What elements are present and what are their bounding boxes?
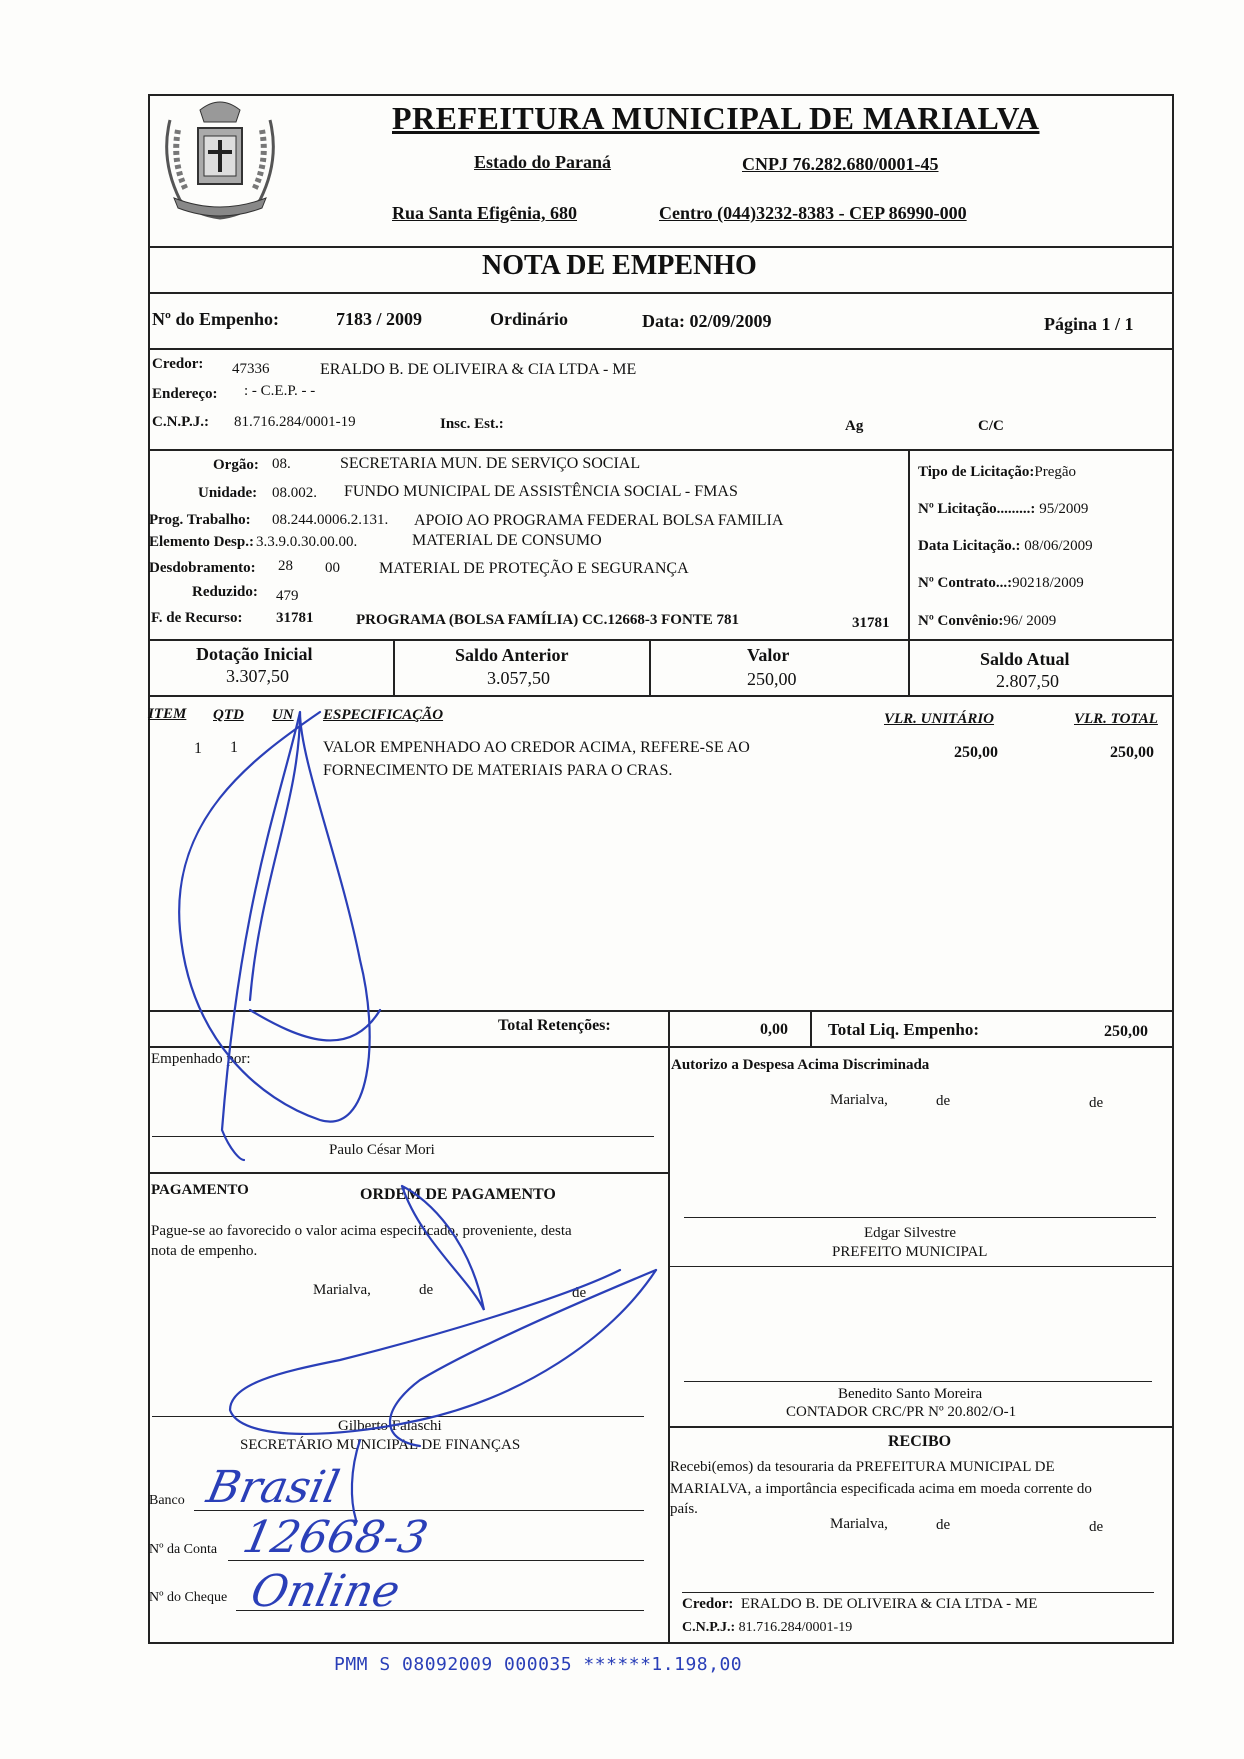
saldo-atual-value: 2.807,50 <box>996 671 1059 691</box>
recibo-text-3: país. <box>670 1501 698 1517</box>
autorizo-marialva: Marialva, <box>830 1092 888 1108</box>
contador-title: CONTADOR CRC/PR Nº 20.802/O-1 <box>786 1404 1017 1420</box>
fonte-recurso-name: PROGRAMA (BOLSA FAMÍLIA) CC.12668-3 FONTE 781 <box>356 612 740 628</box>
prog-trabalho-code: 08.244.0006.2.131. <box>272 512 389 528</box>
fonte-recurso-code2: 31781 <box>852 615 890 631</box>
recibo-title: RECIBO <box>888 1433 952 1450</box>
address-label: Endereço: <box>152 386 218 402</box>
tipo-licitacao: Tipo de Licitação:Pregão <box>918 464 1077 480</box>
col-item: ITEM <box>148 706 187 722</box>
valor-value: 250,00 <box>747 669 797 689</box>
prefeito-name: Edgar Silvestre <box>864 1225 957 1241</box>
item-number: 1 <box>194 740 202 757</box>
col-unit-value: VLR. UNITÁRIO <box>884 711 995 727</box>
col-total-value: VLR. TOTAL <box>1074 711 1158 727</box>
recibo-text-1: Recebi(emos) da tesouraria da PREFEITURA MUNICIPAL DE <box>670 1459 1055 1475</box>
item-qty: 1 <box>230 739 238 756</box>
pagamento-de2: de <box>572 1285 587 1301</box>
conta-label: Nº da Conta <box>149 1542 218 1557</box>
total-retencoes-label: Total Retenções: <box>498 1017 611 1034</box>
unidade-code: 08.002. <box>272 485 317 501</box>
empenhado-por-name: Paulo César Mori <box>329 1142 435 1158</box>
saldo-anterior-label: Saldo Anterior <box>455 645 569 665</box>
credor-cnpj-value: 81.716.284/0001-19 <box>234 414 356 430</box>
credor-cnpj-label: C.N.P.J.: <box>152 414 209 430</box>
empenho-date: Data: 02/09/2009 <box>642 311 772 331</box>
saldo-atual-label: Saldo Atual <box>980 649 1070 669</box>
recibo-cnpj: C.N.P.J.: 81.716.284/0001-19 <box>682 1620 853 1635</box>
street-address: Rua Santa Efigênia, 680 <box>392 203 578 223</box>
ag-label: Ag <box>845 418 864 434</box>
dotacao-value: 3.307,50 <box>226 666 289 686</box>
empenhado-por-label: Empenhado por: <box>151 1051 251 1067</box>
cc-label: C/C <box>978 418 1004 434</box>
secretario-name: Gilberto Falaschi <box>338 1418 442 1434</box>
total-liq-label: Total Liq. Empenho: <box>828 1020 979 1039</box>
valor-label: Valor <box>747 645 790 665</box>
prefeito-title: PREFEITO MUNICIPAL <box>832 1244 988 1260</box>
orgao-name: SECRETARIA MUN. DE SERVIÇO SOCIAL <box>340 455 641 472</box>
empenho-number-label: Nº do Empenho: <box>152 309 279 329</box>
prog-trabalho-name: APOIO AO PROGRAMA FEDERAL BOLSA FAMILIA <box>414 512 784 529</box>
handwritten-cheque: Online <box>246 1566 405 1617</box>
fonte-recurso-code: 31781 <box>276 610 314 626</box>
total-liq-value: 250,00 <box>1104 1023 1148 1040</box>
insc-est-label: Insc. Est.: <box>440 416 504 432</box>
elemento-label: Elemento Desp.: <box>149 534 254 550</box>
data-licitacao: Data Licitação.: 08/06/2009 <box>918 538 1093 554</box>
address-value: : - C.E.P. - - <box>244 383 316 399</box>
municipality-cnpj: CNPJ 76.282.680/0001-45 <box>742 154 939 174</box>
pague-text-2: nota de empenho. <box>151 1243 258 1259</box>
pagamento-label: PAGAMENTO <box>151 1182 249 1198</box>
desdobramento-code1: 28 <box>278 558 293 574</box>
empenho-number: 7183 / 2009 <box>336 309 423 329</box>
item-total-value: 250,00 <box>1110 744 1154 761</box>
municipality-title: PREFEITURA MUNICIPAL DE MARIALVA <box>392 100 1040 136</box>
contador-name: Benedito Santo Moreira <box>838 1386 983 1402</box>
unidade-name: FUNDO MUNICIPAL DE ASSISTÊNCIA SOCIAL - FMAS <box>344 483 738 500</box>
desdobramento-code2: 00 <box>325 560 340 576</box>
orgao-code: 08. <box>272 456 291 472</box>
credor-name: ERALDO B. DE OLIVEIRA & CIA LTDA - ME <box>320 361 637 378</box>
recibo-de1: de <box>936 1517 951 1533</box>
handwritten-banco: Brasil <box>202 1462 344 1513</box>
recibo-text-2: MARIALVA, a importância especificada acima em moeda corrente do <box>670 1481 1092 1497</box>
unidade-label: Unidade: <box>198 485 258 501</box>
recibo-credor: Credor: ERALDO B. DE OLIVEIRA & CIA LTDA - ME <box>682 1596 1038 1612</box>
recibo-marialva: Marialva, <box>830 1516 888 1532</box>
num-convenio: Nº Convênio:96/ 2009 <box>918 613 1057 629</box>
page-number: Página 1 / 1 <box>1044 314 1134 334</box>
autorizo-de1: de <box>936 1093 951 1109</box>
col-un: UN <box>272 707 294 723</box>
item-spec-line2: FORNECIMENTO DE MATERIAIS PARA O CRAS. <box>323 762 673 779</box>
credor-code: 47336 <box>232 361 270 377</box>
desdobramento-label: Desdobramento: <box>149 560 256 576</box>
state-name: Estado do Paraná <box>474 152 612 172</box>
mechanical-stamp: PMM S 08092009 000035 ******1.198,00 <box>334 1654 743 1675</box>
orgao-label: Orgão: <box>213 457 259 473</box>
credor-label: Credor: <box>152 356 204 372</box>
cheque-label: Nº do Cheque <box>149 1590 228 1605</box>
saldo-anterior-value: 3.057,50 <box>487 668 550 688</box>
elemento-name: MATERIAL DE CONSUMO <box>412 532 602 549</box>
dotacao-label: Dotação Inicial <box>196 644 313 664</box>
num-contrato: Nº Contrato...:90218/2009 <box>918 575 1084 591</box>
secretario-title: SECRETÁRIO MUNICIPAL DE FINANÇAS <box>240 1437 521 1453</box>
col-qtd: QTD <box>213 707 244 723</box>
pague-text-1: Pague-se ao favorecido o valor acima especificado, proveniente, desta <box>151 1223 572 1239</box>
pagamento-marialva: Marialva, <box>313 1282 371 1298</box>
col-spec: ESPECIFICAÇÃO <box>323 707 444 723</box>
ordem-pagamento-label: ORDEM DE PAGAMENTO <box>360 1186 556 1203</box>
reduzido-code: 479 <box>276 588 299 604</box>
prog-trabalho-label: Prog. Trabalho: <box>149 512 251 528</box>
address-contact: Centro (044)3232-8383 - CEP 86990-000 <box>659 203 967 223</box>
fonte-recurso-label: F. de Recurso: <box>151 610 243 626</box>
desdobramento-name: MATERIAL DE PROTEÇÃO E SEGURANÇA <box>379 560 689 577</box>
num-licitacao: Nº Licitação.........: 95/2009 <box>918 501 1089 517</box>
handwritten-conta: 12668-3 <box>238 1512 433 1563</box>
pagamento-de1: de <box>419 1282 434 1298</box>
recibo-de2: de <box>1089 1519 1104 1535</box>
autorizo-de2: de <box>1089 1095 1104 1111</box>
item-unit-value: 250,00 <box>954 744 998 761</box>
item-spec-line1: VALOR EMPENHADO AO CREDOR ACIMA, REFERE-SE AO <box>323 739 750 756</box>
banco-label: Banco <box>149 1493 185 1508</box>
document-title: NOTA DE EMPENHO <box>482 250 757 281</box>
reduzido-label: Reduzido: <box>192 584 258 600</box>
total-retencoes-value: 0,00 <box>760 1021 788 1038</box>
autorizo-text: Autorizo a Despesa Acima Discriminada <box>671 1057 930 1073</box>
elemento-code: 3.3.9.0.30.00.00. <box>256 534 358 550</box>
empenho-type: Ordinário <box>490 309 569 329</box>
